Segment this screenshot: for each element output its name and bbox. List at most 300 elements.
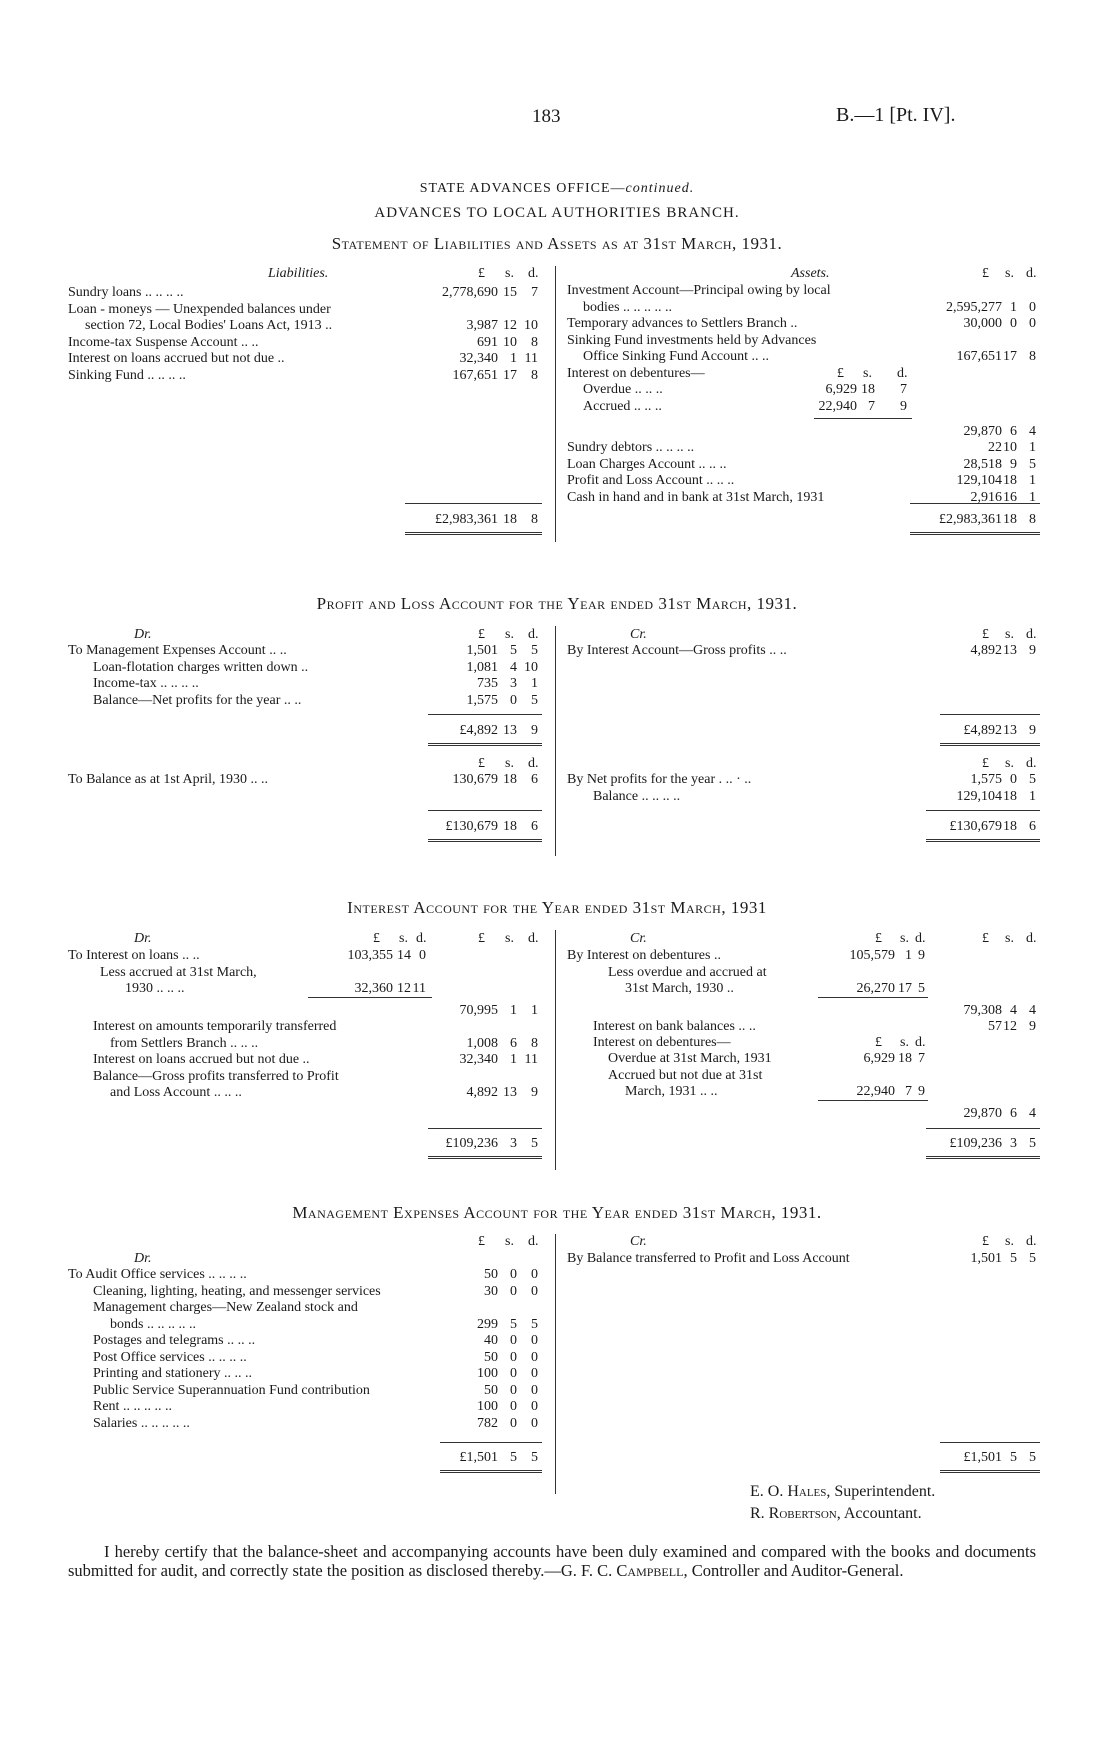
pence-head: d. <box>528 266 539 281</box>
amount-pounds: 105,579 <box>849 948 895 963</box>
amount-pounds: 1,501 <box>970 1251 1002 1266</box>
debit-label: Loan-flotation charges written down .. <box>93 659 309 675</box>
amount-shillings: 18 <box>503 819 517 834</box>
amount-pounds: 30 <box>484 1283 498 1299</box>
pence-head: d. <box>1026 1234 1037 1249</box>
amount-pence: 8 <box>531 334 538 350</box>
debit-label: To Management Expenses Account .. .. <box>68 643 287 658</box>
amount-pence: 8 <box>1029 349 1036 364</box>
amount-pence: 0 <box>419 948 426 963</box>
shilling-head: s. <box>1005 1234 1014 1249</box>
signature-name: E. O. Hales <box>750 1483 827 1500</box>
amount-shillings: 6 <box>510 1035 517 1051</box>
assets-head: Assets. <box>791 266 830 281</box>
shilling-head: s. <box>505 931 514 946</box>
amount-shillings: 14 <box>397 948 411 963</box>
amount-pence: 0 <box>531 1382 538 1398</box>
document-reference: B.—1 [Pt. IV]. <box>836 104 956 126</box>
amount-shillings: 0 <box>510 1366 517 1381</box>
amount-shillings: 16 <box>1003 489 1017 505</box>
amount-shillings: 12 <box>503 318 517 333</box>
amount-shillings: 3 <box>510 1136 517 1151</box>
amount-shillings: 0 <box>1010 772 1017 787</box>
amount-pence: 0 <box>531 1415 538 1431</box>
debit-label: bonds .. .. .. .. .. <box>110 1316 196 1332</box>
pound-head: £ <box>478 266 485 281</box>
shilling-head: s. <box>1005 627 1014 642</box>
rule <box>818 997 928 998</box>
amount-pounds: 30,000 <box>963 316 1002 331</box>
rule <box>814 418 912 419</box>
credit-label: Interest on bank balances .. .. <box>593 1019 756 1034</box>
rule <box>428 810 542 811</box>
amount-pence: 9 <box>531 723 538 738</box>
amount-shillings: 0 <box>510 1333 517 1348</box>
audit-certificate <box>68 1542 1036 1580</box>
amount-pounds: 2,778,690 <box>442 285 498 300</box>
pound-head: £ <box>982 931 989 946</box>
rule <box>926 810 1040 811</box>
amount-pence: 5 <box>1029 772 1036 787</box>
amount-pounds: £109,236 <box>445 1136 498 1151</box>
amount-pence: 9 <box>1029 723 1036 738</box>
amount-pounds: 22 <box>988 440 1002 455</box>
amount-pounds: 691 <box>477 334 498 350</box>
amount-shillings: 18 <box>1003 512 1017 527</box>
amount-pence: 0 <box>1029 299 1036 315</box>
amount-shillings: 1 <box>510 1003 517 1018</box>
rule <box>440 1442 542 1443</box>
amount-pounds: 29,870 <box>963 424 1002 439</box>
debit-label: 1930 .. .. .. <box>125 981 185 996</box>
amount-shillings: 13 <box>1003 723 1017 738</box>
amount-pounds: 130,679 <box>452 772 498 787</box>
amount-pence: 8 <box>531 1035 538 1051</box>
amount-shillings: 1 <box>510 351 517 366</box>
amount-pounds: 26,270 <box>856 981 895 996</box>
amount-pence: 7 <box>900 382 907 397</box>
liability-label: Loan - moneys — Unexpended balances under <box>68 301 331 317</box>
shilling-head: s. <box>1005 266 1014 281</box>
credit-label: Less overdue and accrued at <box>608 964 767 980</box>
amount-shillings: 18 <box>861 382 875 397</box>
amount-pence: 1 <box>1029 440 1036 455</box>
debit-label: To Balance as at 1st April, 1930 .. .. <box>68 772 269 787</box>
amount-pence: 5 <box>531 692 538 708</box>
debit-label: Post Office services .. .. .. .. <box>93 1349 247 1365</box>
debit-label: To Interest on loans .. .. <box>68 948 200 963</box>
debit-label: Interest on loans accrued but not due .. <box>93 1052 310 1067</box>
amount-pounds: 2,595,277 <box>946 299 1002 315</box>
amount-shillings: 7 <box>905 1084 912 1099</box>
amount-pounds: 32,340 <box>459 1052 498 1067</box>
debit-label: Income-tax .. .. .. .. <box>93 676 199 691</box>
debit-label: and Loss Account .. .. .. <box>110 1085 242 1100</box>
amount-pounds: 299 <box>477 1316 498 1332</box>
amount-pounds: 1,008 <box>466 1035 498 1051</box>
certificate-signer: G. F. C. Campbell <box>560 1561 684 1580</box>
cr-label: Cr. <box>630 627 647 642</box>
amount-shillings: 6 <box>1010 424 1017 439</box>
balance-sheet-title: Statement of Liabilities and Assets as at 31st March, 1931. <box>331 234 783 253</box>
amount-pounds: 1,575 <box>466 692 498 708</box>
amount-pence: 1 <box>1029 788 1036 804</box>
amount-pounds: 32,340 <box>459 351 498 366</box>
shilling-head: s. <box>399 931 408 946</box>
office-heading <box>0 181 1114 197</box>
amount-shillings: 5 <box>510 1316 517 1332</box>
debit-label: Postages and telegrams .. .. .. <box>93 1333 256 1348</box>
rule <box>428 1128 542 1129</box>
amount-pence: 9 <box>531 1085 538 1100</box>
amount-shillings: 6 <box>1010 1106 1017 1121</box>
rule <box>910 503 1040 504</box>
debit-label: Interest on amounts temporarily transferred <box>93 1019 337 1034</box>
amount-shillings: 9 <box>1010 456 1017 472</box>
amount-shillings: 5 <box>510 643 517 658</box>
amount-pence: 8 <box>531 367 538 383</box>
asset-label: Office Sinking Fund Account .. .. <box>583 349 770 364</box>
amount-pounds: 50 <box>484 1349 498 1365</box>
asset-label: Loan Charges Account .. .. .. <box>567 456 727 472</box>
amount-pence: 5 <box>1029 456 1036 472</box>
credit-label: By Net profits for the year . .. · .. <box>567 772 752 787</box>
amount-shillings: 0 <box>510 1415 517 1431</box>
amount-pence: 9 <box>918 948 925 963</box>
pound-head: £ <box>478 627 485 642</box>
profit-loss-divider <box>555 626 556 856</box>
amount-pounds: 1,575 <box>970 772 1002 787</box>
amount-pence: 5 <box>918 981 925 996</box>
credit-label: Balance .. .. .. .. <box>593 788 681 804</box>
amount-shillings: 12 <box>397 981 411 996</box>
amount-shillings: 13 <box>503 723 517 738</box>
management-expenses-title: Management Expenses Account for the Year ended 31st March, 1931. <box>292 1203 822 1222</box>
pound-head: £ <box>875 1035 882 1050</box>
amount-pounds: £109,236 <box>949 1136 1002 1151</box>
amount-pence: 5 <box>1029 1136 1036 1151</box>
amount-pounds: £2,983,361 <box>939 512 1002 527</box>
pence-head: d. <box>528 627 539 642</box>
amount-pounds: 40 <box>484 1333 498 1348</box>
amount-shillings: 5 <box>510 1450 517 1465</box>
rule <box>926 1128 1040 1129</box>
pound-head: £ <box>373 931 380 946</box>
amount-pounds: 28,518 <box>963 456 1002 472</box>
asset-label: Sundry debtors .. .. .. .. <box>567 440 695 455</box>
amount-pence: 11 <box>524 351 538 366</box>
debit-label: Less accrued at 31st March, <box>100 964 257 980</box>
amount-pounds: £130,679 <box>445 819 498 834</box>
amount-pence: 0 <box>531 1349 538 1365</box>
debit-label: from Settlers Branch .. .. .. <box>110 1035 259 1051</box>
amount-pounds: 50 <box>484 1267 498 1282</box>
amount-pounds: 4,892 <box>466 1085 498 1100</box>
amount-pence: 1 <box>531 1003 538 1018</box>
management-divider <box>555 1234 556 1494</box>
amount-pounds: 782 <box>477 1415 498 1431</box>
amount-shillings: 0 <box>510 1283 517 1299</box>
pound-head: £ <box>478 756 485 771</box>
amount-shillings: 7 <box>868 398 875 414</box>
amount-pence: 6 <box>531 772 538 787</box>
signature-role: , Accountant. <box>836 1505 922 1522</box>
credit-label: By Interest Account—Gross profits .. .. <box>567 643 787 658</box>
amount-pounds: 735 <box>477 676 498 691</box>
interest-divider <box>555 930 556 1170</box>
amount-shillings: 13 <box>503 1085 517 1100</box>
amount-shillings: 18 <box>1003 473 1017 488</box>
amount-shillings: 10 <box>1003 440 1017 455</box>
amount-pounds: 6,929 <box>863 1051 895 1066</box>
pound-head: £ <box>982 627 989 642</box>
signature-role: , Superintendent. <box>826 1483 936 1500</box>
amount-shillings: 0 <box>510 1267 517 1282</box>
amount-shillings: 18 <box>503 512 517 527</box>
amount-pence: 1 <box>1029 489 1036 505</box>
debit-label: To Audit Office services .. .. .. .. <box>68 1267 247 1282</box>
shilling-head: s. <box>863 366 872 381</box>
amount-pounds: 1,501 <box>466 643 498 658</box>
amount-pence: 5 <box>531 1316 538 1332</box>
rule <box>818 1100 928 1101</box>
pence-head: d. <box>528 756 539 771</box>
amount-pence: 0 <box>531 1283 538 1299</box>
dr-label: Dr. <box>134 627 152 642</box>
amount-pence: 0 <box>531 1267 538 1282</box>
shilling-head: s. <box>900 1035 909 1050</box>
amount-pence: 8 <box>531 512 538 527</box>
amount-shillings: 4 <box>510 659 517 675</box>
amount-shillings: 10 <box>503 334 517 350</box>
double-rule <box>428 743 542 746</box>
liability-label: Interest on loans accrued but not due .. <box>68 351 285 366</box>
debit-label: Printing and stationery .. .. .. <box>93 1366 253 1381</box>
amount-pence: 11 <box>412 981 426 996</box>
amount-shillings: 0 <box>510 1349 517 1365</box>
dr-label: Dr. <box>134 931 152 946</box>
amount-pounds: 100 <box>477 1399 498 1414</box>
amount-pence: 1 <box>531 676 538 691</box>
amount-pence: 8 <box>1029 512 1036 527</box>
amount-pounds: 129,104 <box>956 473 1002 488</box>
amount-shillings: 18 <box>898 1051 912 1066</box>
amount-pence: 5 <box>1029 1450 1036 1465</box>
amount-shillings: 1 <box>905 948 912 963</box>
amount-pence: 7 <box>531 285 538 300</box>
shilling-head: s. <box>505 266 514 281</box>
amount-shillings: 1 <box>1010 299 1017 315</box>
debit-label: Balance—Net profits for the year .. .. <box>93 692 302 708</box>
shilling-head: s. <box>1005 756 1014 771</box>
debit-label: Cleaning, lighting, heating, and messenger services <box>93 1283 381 1299</box>
pound-head: £ <box>982 1234 989 1249</box>
amount-pounds: 103,355 <box>347 948 393 963</box>
asset-label: Investment Account—Principal owing by local <box>567 283 831 298</box>
amount-shillings: 0 <box>510 692 517 708</box>
amount-pence: 9 <box>1029 643 1036 658</box>
pound-head: £ <box>982 266 989 281</box>
pence-head: d. <box>897 366 908 381</box>
double-rule <box>940 1470 1040 1473</box>
amount-pence: 5 <box>531 1450 538 1465</box>
pound-head: £ <box>837 366 844 381</box>
certificate-text: I hereby certify that the balance-sheet and accompanying accounts have been duly examined and compared with the books and documents submitted for audit, and correctly state the position as disclosed thereby.— <box>68 1542 1036 1580</box>
amount-pounds: £1,501 <box>459 1450 498 1465</box>
debenture-sub-label: Overdue .. .. .. <box>583 382 663 397</box>
amount-shillings: 17 <box>503 367 517 383</box>
rule <box>308 997 432 998</box>
amount-shillings: 12 <box>1003 1019 1017 1034</box>
amount-shillings: 17 <box>1003 349 1017 364</box>
amount-pence: 11 <box>524 1052 538 1067</box>
amount-pounds: 22,940 <box>818 398 857 414</box>
amount-shillings: 0 <box>1010 316 1017 331</box>
amount-pence: 4 <box>1029 1003 1036 1018</box>
amount-pounds: £130,679 <box>949 819 1002 834</box>
amount-pounds: 4,892 <box>970 643 1002 658</box>
amount-pence: 1 <box>1029 473 1036 488</box>
credit-label: 31st March, 1930 .. <box>625 981 734 996</box>
amount-pence: 6 <box>531 819 538 834</box>
asset-label: Interest on debentures— <box>567 365 705 381</box>
debit-label: Management charges—New Zealand stock and <box>93 1300 358 1315</box>
dr-label: Dr. <box>134 1251 152 1266</box>
double-rule <box>428 1156 542 1159</box>
amount-pounds: 70,995 <box>459 1003 498 1018</box>
amount-pence: 10 <box>524 318 538 333</box>
amount-pounds: 57 <box>988 1019 1002 1034</box>
double-rule <box>926 839 1040 842</box>
liabilities-head: Liabilities. <box>268 266 329 281</box>
amount-shillings: 5 <box>1010 1251 1017 1266</box>
amount-pence: 5 <box>531 1136 538 1151</box>
office-continued: continued. <box>625 181 695 196</box>
shilling-head: s. <box>505 1234 514 1249</box>
amount-pence: 0 <box>531 1366 538 1381</box>
amount-pence: 9 <box>1029 1019 1036 1034</box>
amount-pence: 6 <box>1029 819 1036 834</box>
debit-label: Balance—Gross profits transferred to Profit <box>93 1068 339 1084</box>
amount-pence: 10 <box>524 659 538 675</box>
amount-shillings: 18 <box>503 772 517 787</box>
amount-pounds: 50 <box>484 1382 498 1398</box>
branch-heading: ADVANCES TO LOCAL AUTHORITIES BRANCH. <box>374 205 740 221</box>
amount-pence: 9 <box>918 1084 925 1099</box>
amount-pounds: 29,870 <box>963 1106 1002 1121</box>
amount-pounds: 79,308 <box>963 1003 1002 1018</box>
amount-pounds: 1,081 <box>466 659 498 675</box>
amount-pounds: £1,501 <box>963 1450 1002 1465</box>
amount-pounds: 32,360 <box>354 981 393 996</box>
pound-head: £ <box>478 1234 485 1249</box>
pence-head: d. <box>528 1234 539 1249</box>
credit-label: Overdue at 31st March, 1931 <box>608 1051 772 1066</box>
amount-pounds: 2,916 <box>970 489 1002 505</box>
balance-sheet-divider <box>555 266 556 542</box>
signature-name: R. Robertson <box>750 1505 837 1522</box>
double-rule <box>940 743 1040 746</box>
pound-head: £ <box>982 756 989 771</box>
amount-shillings: 3 <box>510 676 517 691</box>
debit-label: Public Service Superannuation Fund contribution <box>93 1382 370 1398</box>
office-heading-text: STATE ADVANCES OFFICE— <box>419 181 626 196</box>
amount-shillings: 0 <box>510 1399 517 1414</box>
amount-pounds: £4,892 <box>459 723 498 738</box>
amount-pounds: 167,651 <box>452 367 498 383</box>
pound-head: £ <box>875 931 882 946</box>
shilling-head: s. <box>900 931 909 946</box>
pence-head: d. <box>1026 627 1037 642</box>
rule <box>405 503 542 504</box>
cr-label: Cr. <box>630 931 647 946</box>
amount-pence: 5 <box>531 643 538 658</box>
pence-head: d. <box>915 931 926 946</box>
pence-head: d. <box>1026 266 1037 281</box>
amount-pounds: 6,929 <box>825 382 857 397</box>
amount-pounds: 167,651 <box>956 349 1002 364</box>
rule <box>940 1442 1040 1443</box>
amount-pounds: 129,104 <box>956 788 1002 804</box>
signature-superintendent <box>750 1483 935 1501</box>
debit-label: Salaries .. .. .. .. .. <box>93 1415 190 1431</box>
shilling-head: s. <box>1005 931 1014 946</box>
double-rule <box>926 1156 1040 1159</box>
double-rule <box>440 1470 542 1473</box>
asset-label: Sinking Fund investments held by Advances <box>567 332 817 348</box>
liability-label: Sundry loans .. .. .. .. <box>68 285 184 300</box>
signature-accountant <box>750 1505 922 1523</box>
double-rule <box>405 532 542 535</box>
amount-shillings: 17 <box>898 981 912 996</box>
profit-loss-title: Profit and Loss Account for the Year ended 31st March, 1931. <box>316 594 798 613</box>
credit-label: Accrued but not due at 31st <box>608 1067 763 1083</box>
asset-label: Cash in hand and in bank at 31st March, 1931 <box>567 489 825 505</box>
amount-pounds: 22,940 <box>856 1084 895 1099</box>
amount-pence: 5 <box>1029 1251 1036 1266</box>
shilling-head: s. <box>505 756 514 771</box>
rule <box>428 714 542 715</box>
asset-label: Profit and Loss Account .. .. .. <box>567 473 735 488</box>
pence-head: d. <box>1026 931 1037 946</box>
amount-shillings: 5 <box>1010 1450 1017 1465</box>
asset-label: Temporary advances to Settlers Branch .. <box>567 316 798 331</box>
amount-pence: 0 <box>1029 316 1036 331</box>
credit-label: By Balance transferred to Profit and Loss Account <box>567 1251 850 1266</box>
certificate-signer-title: , Controller and Auditor-General. <box>683 1561 904 1580</box>
pence-head: d. <box>416 931 427 946</box>
amount-pence: 4 <box>1029 1106 1036 1121</box>
debenture-sub-label: Accrued .. .. .. <box>583 398 662 414</box>
amount-shillings: 15 <box>503 285 517 300</box>
liability-label: section 72, Local Bodies' Loans Act, 1913 .. <box>85 318 333 333</box>
amount-shillings: 4 <box>1010 1003 1017 1018</box>
pence-head: d. <box>528 931 539 946</box>
amount-shillings: 13 <box>1003 643 1017 658</box>
rule <box>940 714 1040 715</box>
amount-pence: 4 <box>1029 424 1036 439</box>
amount-pounds: 100 <box>477 1366 498 1381</box>
amount-shillings: 18 <box>1003 819 1017 834</box>
credit-label: Interest on debentures— <box>593 1035 731 1050</box>
amount-shillings: 18 <box>1003 788 1017 804</box>
pence-head: d. <box>1026 756 1037 771</box>
cr-label: Cr. <box>630 1234 647 1249</box>
amount-pence: 9 <box>900 398 907 414</box>
shilling-head: s. <box>505 627 514 642</box>
interest-account-title: Interest Account for the Year ended 31st March, 1931 <box>347 898 767 917</box>
double-rule <box>910 532 1040 535</box>
